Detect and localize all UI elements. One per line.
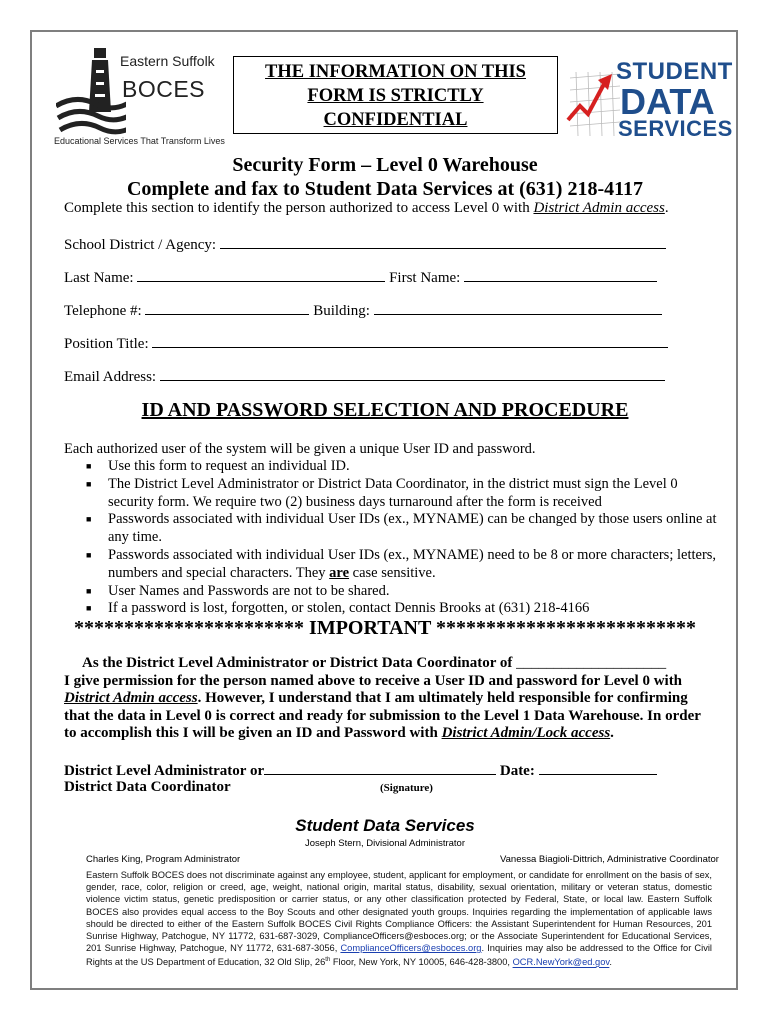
form-title-line2: Complete and fax to Student Data Services at (631) 218-4117 <box>126 178 644 200</box>
procedure-intro: Each authorized user of the system will be given a unique User ID and password. <box>64 441 536 457</box>
signature-caption: (Signature) <box>380 782 433 794</box>
consent-p2: . However, I understand that I am ultimately held responsible for confirming that the data in Level 0 is correct and ready for submission to the Level 1 Data Warehouse. In order to accomplish this I will be given an ID and Password with <box>64 690 701 742</box>
email-label: Email Address: <box>64 369 157 385</box>
date-input[interactable] <box>539 760 657 775</box>
telephone-label: Telephone #: <box>64 303 142 319</box>
school-district-input[interactable] <box>220 234 666 249</box>
eastern-suffolk-boces-logo <box>56 46 236 151</box>
ocr-email-link[interactable]: OCR.NewYork@ed.gov <box>512 957 610 968</box>
procedure-list <box>84 458 724 618</box>
non-discrimination-policy <box>86 869 712 969</box>
bullet-text: Passwords associated with individual User IDs (ex., MYNAME) need to be 8 or more characters; letters, numbers and special characters. They <box>108 546 717 581</box>
position-title-field <box>64 333 668 353</box>
bullet-text: Use this form to request an individual ID. <box>108 458 350 474</box>
important-banner: *********************** IMPORTANT ************************** <box>74 617 696 639</box>
position-title-label: Position Title: <box>64 336 149 352</box>
logo-text-line1: Eastern Suffolk <box>120 53 215 69</box>
list-item: ■ Use this form to request an individual ID. <box>86 458 350 474</box>
school-district-field <box>64 234 666 254</box>
last-name-input[interactable] <box>137 267 385 282</box>
school-district-label: School District / Agency: <box>64 237 217 253</box>
last-name-label: Last Name: <box>64 270 134 286</box>
consent-emphasis-1: District Admin access <box>64 690 198 707</box>
divisional-administrator: Joseph Stern, Divisional Administrator <box>305 838 465 849</box>
intro-text <box>64 200 669 217</box>
name-field-row <box>64 267 657 287</box>
logo-word-student: STUDENT <box>616 58 733 85</box>
bullet-text: The District Level Administrator or District Data Coordinator, in the district must sign the Level 0 security form. We require two (2) business days turnaround after the form is received <box>108 475 678 510</box>
consent-p1: I give permission for the person named above to receive a User ID and password for Level 0 with <box>64 672 683 689</box>
form-title <box>60 153 710 201</box>
policy-text-c: Floor, New York, NY 10005, 646-428-3800, <box>330 957 513 968</box>
logo-word-data: DATA <box>620 81 715 122</box>
signature-input[interactable] <box>264 760 496 775</box>
email-input[interactable] <box>160 366 665 381</box>
policy-text-d: . <box>609 957 612 968</box>
procedure-heading: ID AND PASSWORD SELECTION AND PROCEDURE <box>141 399 629 421</box>
intro-end: . <box>664 200 669 216</box>
date-label: Date: <box>499 763 535 779</box>
first-name-label: First Name: <box>389 270 461 286</box>
intro-body: Complete this section to identify the person authorized to access Level 0 with <box>64 200 534 216</box>
confidential-line-2: FORM IS STRICTLY <box>307 86 484 106</box>
confidential-line-3: CONFIDENTIAL <box>323 110 468 130</box>
policy-text-a: Eastern Suffolk BOCES does not discriminate against any employee, student, applicant for employment, or candidate for enrollment on the basis of sex, gender, race, color, religion or creed, age, weight, national origin, marital status, disability, sexual orientation, military or veteran status, domestic violence victim status, genetic predisposition or carrier status, or any other classification protected by Federal, State, or local law. Eastern Suffolk BOCES also provides equal access to the Boy Scouts and other designated youth groups. Inquiries regarding the implementation of applicable laws should be directed to either of the Eastern Suffolk BOCES Civil Rights Compliance Officers: the Assistant Superintendent for Human Resources, 201 Sunrise Highway, Patchogue, NY 11772, 631-687-3029, ComplianceOfficers@esboces.org; or the Associate Superintendent for Educational Services, 201 Sunrise Highway, Patchogue, NY 11772, 631-687-3056, <box>86 870 712 954</box>
student-data-services-logo <box>566 48 733 148</box>
consent-body <box>64 673 714 743</box>
policy-text-b: . Inquiries may also be addressed to the Office for Civil Rights at the US Department of Education, 32 Old Slip, 26 <box>86 943 712 968</box>
confidential-line-1: THE INFORMATION ON THIS <box>265 62 526 82</box>
telephone-input[interactable] <box>145 300 309 315</box>
form-title-line1: Security Form – Level 0 Warehouse <box>232 154 538 176</box>
list-item: ■ User Names and Passwords are not to be shared. <box>86 582 390 599</box>
position-title-input[interactable] <box>152 333 668 348</box>
policy-superscript: th <box>325 957 331 964</box>
signature-label-1: District Level Administrator or <box>64 763 265 779</box>
bullet-text-end: case sensitive. <box>349 564 436 581</box>
bullet-emphasis: are <box>329 564 350 581</box>
building-label: Building: <box>313 303 370 319</box>
consent-line1 <box>64 655 714 673</box>
compliance-email-link[interactable]: ComplianceOfficers@esboces.org <box>340 943 482 954</box>
list-item: ■ Passwords associated with individual User IDs (ex., MYNAME) need to be 8 or more characters; letters, numbers and special characters. They are case sensitive. <box>86 546 717 581</box>
logo-text-line2: BOCES <box>122 76 206 102</box>
district-blank[interactable]: ____________________ <box>516 655 667 671</box>
signature-line <box>64 760 657 780</box>
bullet-text: Passwords associated with individual User IDs (ex., MYNAME) can be changed by those users online at any time. <box>108 511 717 546</box>
signature-label-2: District Data Coordinator <box>64 779 231 795</box>
chart-arrow-icon <box>566 68 622 140</box>
first-name-input[interactable] <box>464 267 657 282</box>
confidential-notice <box>233 56 558 134</box>
lighthouse-icon <box>56 46 126 136</box>
list-item: ■ If a password is lost, forgotten, or stolen, contact Dennis Brooks at (631) 218-4166 <box>86 600 590 617</box>
intro-emphasis: District Admin access <box>533 200 665 216</box>
consent-emphasis-2: District Admin/Lock access <box>441 725 611 742</box>
building-input[interactable] <box>374 300 662 315</box>
consent-line1-text: As the District Level Administrator or District Data Coordinator of <box>82 655 513 671</box>
consent-statement <box>64 655 714 743</box>
list-item: ■ The District Level Administrator or District Data Coordinator, in the district must sign the Level 0 security form. We require two (2) business days turnaround after the form is received <box>86 475 678 510</box>
consent-p3: . <box>610 725 614 742</box>
list-item: ■ Passwords associated with individual User IDs (ex., MYNAME) can be changed by those users online at any time. <box>86 511 717 546</box>
email-field <box>64 366 665 386</box>
bullet-text: User Names and Passwords are not to be shared. <box>108 582 390 599</box>
administrative-coordinator: Vanessa Biagioli-Dittrich, Administrative Coordinator <box>500 854 719 865</box>
bullet-text: If a password is lost, forgotten, or stolen, contact Dennis Brooks at (631) 218-4166 <box>108 600 590 617</box>
footer-heading: Student Data Services <box>295 816 475 835</box>
program-administrator: Charles King, Program Administrator <box>86 854 241 865</box>
logo-word-services: SERVICES <box>618 116 733 141</box>
logo-tagline: Educational Services That Transform Lives <box>54 136 225 146</box>
telephone-field-row <box>64 300 662 320</box>
